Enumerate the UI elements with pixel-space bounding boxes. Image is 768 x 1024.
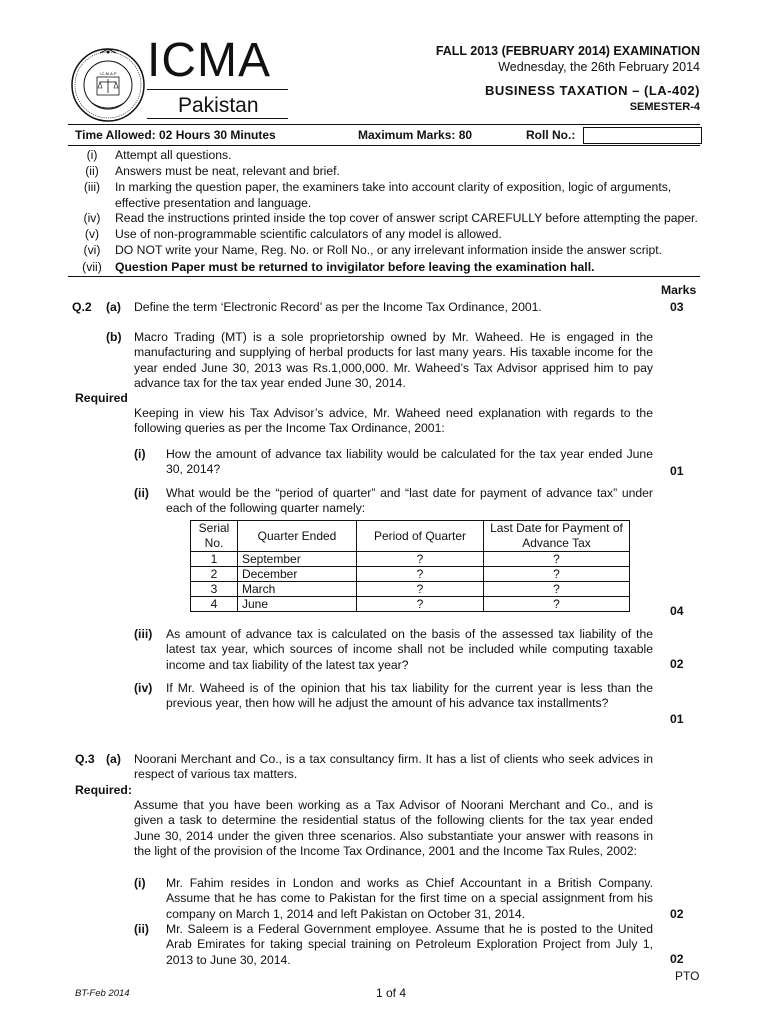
table-cell: ? — [484, 552, 630, 567]
instruction-text: DO NOT write your Name, Reg. No. or Roll No., or any irrelevant information inside the answer script. — [115, 243, 663, 257]
instruction-text: Answers must be neat, relevant and brief. — [115, 164, 340, 178]
icma-wordmark: ICMA — [147, 34, 271, 87]
q2a-marks: 03 — [670, 300, 684, 314]
q2-item-num: (ii) — [134, 486, 149, 500]
exam-date: Wednesday, the 26th February 2014 — [498, 60, 700, 74]
instruction-number: (iv) — [83, 211, 101, 225]
instruction-number: (v) — [84, 227, 100, 241]
instruction-number: (vii) — [82, 260, 102, 274]
table-header: Period of Quarter — [357, 521, 484, 552]
q2-item-text: As amount of advance tax is calculated on the basis of the assessed tax liability of the latest tax year, which sources of income shall not be included while computing taxable income and tax liability of the latest tax year? — [166, 627, 653, 672]
q2a-text: Define the term ‘Electronic Record’ as per the Income Tax Ordinance, 2001. — [134, 300, 542, 314]
instructions-divider — [68, 276, 700, 277]
seal-inner-text: I.C.M.A.P — [99, 71, 117, 76]
q2-label: Q.2 — [72, 300, 92, 314]
table-row — [191, 597, 630, 612]
q2-item-marks: 01 — [670, 464, 684, 478]
instruction-item — [72, 180, 700, 211]
roll-number-box[interactable] — [583, 127, 702, 144]
instruction-item — [72, 227, 700, 243]
time-allowed: Time Allowed: 02 Hours 30 Minutes — [75, 128, 276, 142]
q3-item-marks: 02 — [670, 952, 684, 966]
q2-item-marks: 04 — [670, 604, 684, 618]
maximum-marks: Maximum Marks: 80 — [358, 128, 473, 142]
q2-item-text: How the amount of advance tax liability would be calculated for the tax year ended June 30, 2014? — [166, 447, 653, 477]
instruction-text: In marking the question paper, the examiners take into account clarity of exposition, logic of arguments, effective presentation and language. — [115, 180, 672, 210]
icma-seal-logo — [70, 47, 146, 123]
q2b-label: (b) — [106, 330, 122, 344]
q2-item-num: (i) — [134, 447, 146, 461]
instruction-item — [72, 260, 700, 276]
table-header: Serial No. — [191, 521, 238, 552]
pto-label: PTO — [675, 969, 700, 983]
instruction-number: (iii) — [83, 180, 101, 194]
pakistan-wordmark: Pakistan — [178, 94, 259, 117]
roll-number-label: Roll No.: — [526, 128, 576, 142]
table-cell: ? — [357, 567, 484, 582]
q2-required-label: Required — [75, 391, 128, 405]
q2-item-marks: 01 — [670, 712, 684, 726]
instruction-text: Question Paper must be returned to invigilator before leaving the examination hall. — [115, 260, 595, 274]
table-cell: ? — [357, 582, 484, 597]
exam-title: FALL 2013 (FEBRUARY 2014) EXAMINATION — [435, 44, 700, 58]
table-cell: ? — [357, 552, 484, 567]
q2-required-text: Keeping in view his Tax Advisor’s advice, Mr. Waheed need explanation with regards to the following queries as per the Income Tax Ordinance, 2001: — [134, 406, 653, 436]
q2-item-text: If Mr. Waheed is of the opinion that his tax liability for the current year is less than the previous year, then how will he adjust the amount of his advance tax installments? — [166, 681, 653, 711]
instruction-item — [72, 148, 700, 164]
q3-item-text: Mr. Fahim resides in London and works as Chief Accountant in a British Company. Assume that he has come to Pakistan for the first time on a special assignment from his company on March 1, 2014 and left Pakistan on October 31, 2014. — [166, 876, 653, 921]
instruction-item — [72, 211, 700, 227]
q2a-label: (a) — [106, 300, 121, 314]
q2b-text: Macro Trading (MT) is a sole proprietorship owned by Mr. Waheed. He is engaged in the manufacturing and supplying of herbal products for last many years. His taxable income for the year ended June 30, 2013 was Rs.1,000,000. Mr. Waheed’s Tax Advisor apprised him to pay advance tax for the tax year ended June 30, 2014. — [134, 330, 653, 391]
q3-required-text: Assume that you have been working as a Tax Advisor of Noorani Merchant and Co., and is given a task to determine the residential status of the following clients for the tax year ended June 30, 2014 under the given three scenarios. Also substantiate your answer with reasons in the light of the provision of the Income Tax Ordinance, 2001 and the Income Tax Rules, 2002: — [134, 798, 653, 859]
q2-item-text: What would be the “period of quarter” and “last date for payment of advance tax” under each of the following quarter namely: — [166, 486, 653, 516]
table-cell: 2 — [191, 567, 238, 582]
instruction-text: Attempt all questions. — [115, 148, 232, 162]
table-header-row — [191, 521, 630, 552]
instruction-number: (vi) — [83, 243, 101, 257]
q3-item-text: Mr. Saleem is a Federal Government employee. Assume that he is posted to the United Arab Emirates for taking special training on Petroleum Exploration Project from July 1, 2013 to June 30, 2014. — [166, 922, 653, 967]
logo-rule-upper — [147, 89, 288, 90]
table-cell: ? — [484, 567, 630, 582]
q3-label: Q.3 — [75, 752, 95, 766]
q2-item-num: (iii) — [134, 627, 153, 641]
table-header: Last Date for Payment of Advance Tax — [484, 521, 630, 552]
instruction-number: (i) — [86, 148, 98, 162]
table-row — [191, 552, 630, 567]
q2-item-marks: 02 — [670, 657, 684, 671]
subject-title: BUSINESS TAXATION – (LA-402) — [484, 83, 700, 98]
logo-rule-lower — [147, 118, 288, 119]
table-cell: ? — [484, 597, 630, 612]
table-cell: September — [238, 552, 357, 567]
instruction-text: Read the instructions printed inside the top cover of answer script CAREFULLY before attempting the paper. — [115, 211, 698, 225]
q3-item-num: (ii) — [134, 922, 149, 936]
instruction-item — [72, 164, 700, 180]
semester-label: SEMESTER-4 — [629, 101, 700, 113]
table-cell: ? — [357, 597, 484, 612]
table-cell: December — [238, 567, 357, 582]
table-cell: 4 — [191, 597, 238, 612]
marks-heading: Marks — [661, 283, 697, 297]
q3a-label: (a) — [106, 752, 121, 766]
table-cell: 1 — [191, 552, 238, 567]
table-cell: June — [238, 597, 357, 612]
q2-item-num: (iv) — [134, 681, 153, 695]
q3a-text: Noorani Merchant and Co., is a tax consultancy firm. It has a list of clients who seek advices in respect of various tax matters. — [134, 752, 653, 782]
table-header: Quarter Ended — [238, 521, 357, 552]
footer-paper-code: BT-Feb 2014 — [75, 988, 130, 999]
page-number: 1 of 4 — [376, 986, 407, 1000]
instruction-number: (ii) — [85, 164, 99, 178]
q3-item-num: (i) — [134, 876, 146, 890]
instruction-item — [72, 243, 700, 259]
q3-required-label: Required: — [75, 783, 132, 797]
table-cell: 3 — [191, 582, 238, 597]
table-cell: ? — [484, 582, 630, 597]
q3-item-marks: 02 — [670, 907, 684, 921]
table-row — [191, 567, 630, 582]
advance-tax-quarter-table — [190, 520, 630, 612]
instruction-text: Use of non-programmable scientific calculators of any model is allowed. — [115, 227, 502, 241]
table-cell: March — [238, 582, 357, 597]
table-row — [191, 582, 630, 597]
